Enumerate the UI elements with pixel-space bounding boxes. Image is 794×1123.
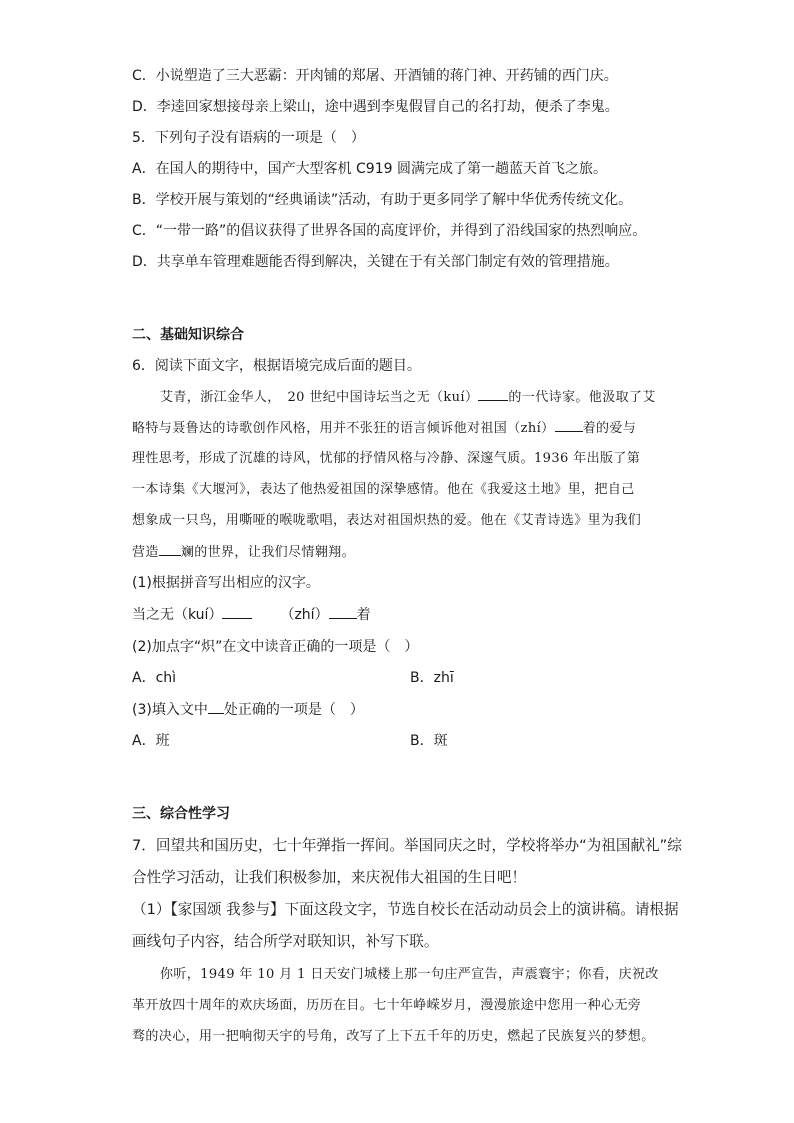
q7-line-1: 7．回望共和国历史，七十年弹指一挥间。举国同庆之时，学校将举办“为祖国献礼”综 [132,837,682,854]
q6-sub2: (2)加点字“炽”在文中读音正确的一项是（ ） [132,639,419,655]
blank-ban [159,543,181,556]
q6-sub1-answers [132,606,371,624]
q6-passage-line-2a: 略特与聂鲁达的诗歌创作风格，用并不张狂的语言倾诉他对祖国（zhí） [132,421,555,436]
q6-passage-line-1b: 的一代诗家。他汲取了艾 [508,390,656,405]
q7-passage-line-3: 骛的决心，用一把响彻天宇的号角，改写了上下五千年的历史，燃起了民族复兴的梦想。 [132,1029,655,1044]
q7-line-3: （1）【家国颂 我参与】下面这段文字，节选自校长在活动动员会上的演讲稿。请根据 [132,901,679,918]
q5-option-a: A．在国人的期待中，国产大型客机 C919 圆满完成了第一趟蓝天首飞之旅。 [132,161,607,177]
q7-passage-line-2: 革开放四十周年的欢庆场面，历历在目。七十年峥嵘岁月，漫漫旅途中您用一种心无旁 [132,998,642,1013]
q6-passage-line-6a: 营造 [132,545,159,560]
q6-sub1: (1)根据拼音写出相应的汉字。 [132,575,320,591]
q6-sub2-option-b: B．zhī [410,670,454,686]
section-2-title: 二、基础知识综合 [132,327,244,343]
q7-passage-line-1: 你听，1949 年 10 月 1 日天安门城楼上那一句庄严宣告，声震寰宇；你看，庆祝改 [160,967,659,982]
q6-sub3-option-a: A．班 [132,733,170,749]
q6-sub1-a: 当之无（kuí） [132,607,223,623]
blank-zhi [555,419,583,432]
answer-blank-2[interactable] [329,606,357,619]
line-q4-d: D．李逵回家想接母亲上梁山，途中遇到李鬼假冒自己的名打劫，便杀了李鬼。 [132,99,619,115]
q7-line-4: 画线句子内容，结合所学对联知识，补写下联。 [132,933,439,950]
q5-option-c: C．“一带一路”的倡议获得了世界各国的高度评价，并得到了沿线国家的热烈响应。 [132,223,647,239]
q6-passage-line-1 [160,388,656,407]
q6-sub3-option-b: B．斑 [410,733,448,749]
q5-stem: 5．下列句子没有语病的一项是（ ） [132,130,365,146]
blank-inline [208,701,224,714]
q6-passage-line-2 [132,419,636,438]
q7-line-2: 合性学习活动，让我们积极参加，来庆祝伟大祖国的生日吧！ [132,869,527,886]
q6-passage-line-2b: 着的爱与 [582,421,637,436]
q6-passage-line-3: 理性思考，形成了沉雄的诗风，忧郁的抒情风格与冷静、深邃气质。1936 年出版了第 [132,451,641,466]
line-q4-c: C．小说塑造了三大恶霸：开肉铺的郑屠、开酒铺的蒋门神、开药铺的西门庆。 [132,68,618,84]
q5-option-b: B．学校开展与策划的“经典诵读”活动，有助于更多同学了解中华优秀传统文化。 [132,192,633,208]
answer-blank-1[interactable] [222,606,252,619]
q6-sub3 [132,701,364,719]
q6-passage-line-6b: 斓的世界，让我们尽情翱翔。 [180,545,356,560]
q6-sub3-a: (3)填入文中 [132,702,208,718]
blank-kui [478,388,508,401]
q6-stem: 6．阅读下面文字，根据语境完成后面的题目。 [132,358,421,374]
q6-sub3-b: 处正确的一项是（ ） [223,702,364,718]
q6-passage-line-1a: 艾青，浙江金华人， 20 世纪中国诗坛当之无（kuí） [160,390,479,405]
q6-sub2-option-a: A．chì [132,670,177,686]
q6-passage-line-4: 一本诗集《大堰河》，表达了他热爱祖国的深挚感情。他在《我爱这土地》里，把自己 [132,482,635,497]
q6-passage-line-5: 想象成一只鸟，用嘶哑的喉咙歌唱，表达对祖国炽热的爱。他在《艾青诗选》里为我们 [132,513,642,528]
section-3-title: 三、综合性学习 [132,806,230,822]
q6-sub1-b: （zhí） [280,607,329,623]
q5-option-d: D．共享单车管理难题能否得到解决，关键在于有关部门制定有效的管理措施。 [132,254,619,270]
q6-sub1-c: 着 [356,607,371,623]
q6-passage-line-6 [132,543,355,562]
